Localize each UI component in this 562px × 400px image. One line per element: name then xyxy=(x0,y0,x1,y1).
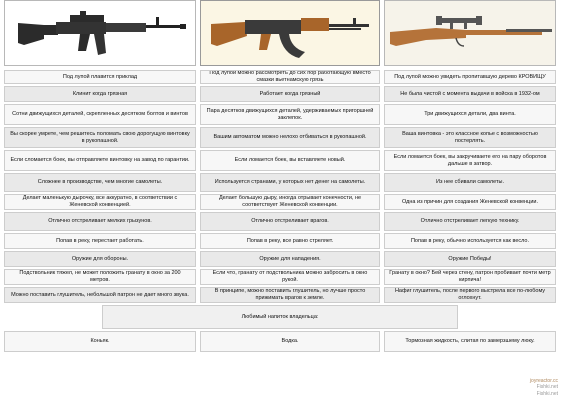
drink-cell: Коньяк. xyxy=(4,331,196,352)
table-cell: Под лупой плавится приклад xyxy=(4,70,196,84)
table-cell: Можно поставить глушитель, небольшой патрон не дает много звука. xyxy=(4,287,196,303)
table-cell: Работает когда грязный xyxy=(200,86,380,102)
table-cell: Сотни движущихся деталей, скрепленных десятком болтов и винтов xyxy=(4,104,196,125)
table-cell: Вы скорее умрете, чем решитесь поломать свою дорогущую винтовку в рукопашной. xyxy=(4,127,196,148)
drink-label: Любимый напиток владельца: xyxy=(102,305,458,329)
table-cell: Отлично отстреливает мелких грызунов. xyxy=(4,212,196,231)
m16-rifle-icon xyxy=(10,3,190,63)
table-cell: Если ломается боек, вы закручиваете его на пару оборотов дальше в затвор. xyxy=(384,150,556,171)
table-cell: Оружие для нападения. xyxy=(200,251,380,267)
table-cell: В принципе, можно поставить глушитель, но лучше просто прижимать врагов к земле. xyxy=(200,287,380,303)
table-cell: Отлично отстреливает легкую технику. xyxy=(384,212,556,231)
table-cell: Вашим автоматом можно нелохо отбиваться в рукопашной. xyxy=(200,127,380,148)
m16-rifle-image xyxy=(4,0,196,66)
table-cell: Три движущихся детали, два винта. xyxy=(384,104,556,125)
watermark-joyreactor: joyreactor.cc xyxy=(529,378,558,384)
table-cell: Не была чистой с момента выдачи в войска в 1932-ом xyxy=(384,86,556,102)
table-cell: Нафиг глушитель, после первого выстрела все по-любому оглохнут. xyxy=(384,287,556,303)
table-cell: Если сломается боек, вы отправляете винтовку на завод по гарантии. xyxy=(4,150,196,171)
table-cell: Оружие Победы! xyxy=(384,251,556,267)
table-cell: Сложнее в производстве, чем многие самолеты. xyxy=(4,173,196,192)
table-cell: Под лупой можно увидеть пропитавшую дерево КРОВИЩУ xyxy=(384,70,556,84)
comparison-table xyxy=(2,0,558,390)
drink-cell: Водка. xyxy=(200,331,380,352)
drink-cell: Тормозная жидкость, слитая по замерзшему люку. xyxy=(384,331,556,352)
table-cell: Гранату в окно? Бей через стену, патрон пробивает почти метр кирпича! xyxy=(384,269,556,285)
table-cell: Если что, гранату от подствольника можно забросить в окно рукой. xyxy=(200,269,380,285)
table-cell: Используется странами, у которых нет денег на самолеты. xyxy=(200,173,380,192)
table-cell: Под лупой можно рассмотреть до сих пор работающую вместо смазки вьетнамскую грязь xyxy=(200,70,380,84)
table-cell: Если ломается боек, вы вставляете новый. xyxy=(200,150,380,171)
table-cell: Отлично отстреливает врагов. xyxy=(200,212,380,231)
mosin-rifle-image xyxy=(384,0,556,66)
ak47-rifle-icon xyxy=(205,2,375,64)
table-cell: Подствольник тяжел, не может положить гранату в окно за 200 метров. xyxy=(4,269,196,285)
table-cell: Оружие для обороны. xyxy=(4,251,196,267)
table-cell: Из нее сбивали самолеты. xyxy=(384,173,556,192)
ak47-rifle-image xyxy=(200,0,380,66)
table-cell: Попав в реку, обычно используется как весло. xyxy=(384,233,556,249)
table-cell: Делает большую дыру, иногда отрывает конечности, не соответствует Женевской конвенции. xyxy=(200,194,380,210)
table-cell: Клинит когда грязная xyxy=(4,86,196,102)
table-cell: Попав в реку, перестает работать. xyxy=(4,233,196,249)
table-cell: Пара десятков движущихся деталей, удерживаемых пригоршней заклепок. xyxy=(200,104,380,125)
watermark-fishki-2: Fishki.net xyxy=(536,391,558,397)
table-cell: Попав в реку, все равно стреляет. xyxy=(200,233,380,249)
watermark-fishki: Fishki.net xyxy=(536,384,558,390)
table-cell: Делает маленькую дырочку, все аккуратно, в соответствии с Женевской конвенцией. xyxy=(4,194,196,210)
table-cell: Одна из причин для создания Женевской конвенции. xyxy=(384,194,556,210)
mosin-rifle-icon xyxy=(386,2,554,64)
table-cell: Ваша винтовка - это классное копье с возможностью постерлять. xyxy=(384,127,556,148)
